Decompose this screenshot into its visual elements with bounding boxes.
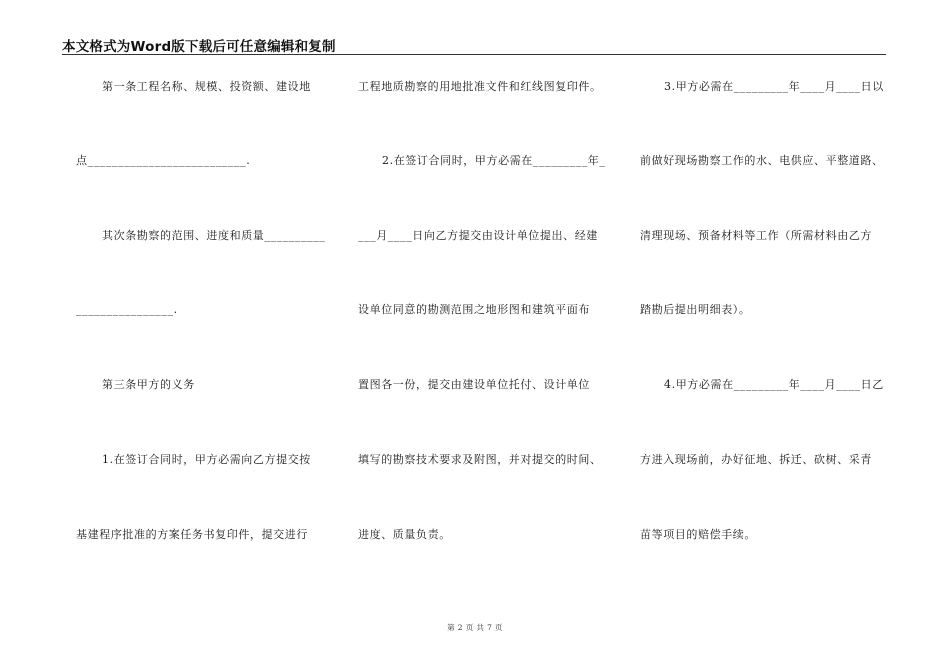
text-line: 基建程序批准的方案任务书复印件，提交进行 — [76, 528, 308, 541]
text-line: 点__________________________. — [76, 154, 251, 167]
text-line: 1.在签订合同时，甲方必需向乙方提交按 — [102, 453, 311, 466]
page-number: 第 2 页 共 7 页 — [447, 623, 503, 632]
text-line: 置图各一份，提交由建设单位托付、设计单位 — [358, 378, 590, 391]
text-line: 填写的勘察技术要求及附图，并对提交的时间、 — [358, 453, 602, 466]
text-line: ________________. — [76, 303, 178, 316]
text-line: 工程地质勘察的用地批准文件和红线图复印件。 — [358, 80, 602, 93]
text-column-2 — [358, 0, 608, 672]
text-line: 4.甲方必需在_________年____月____日乙 — [664, 378, 884, 391]
text-line: 苗等项目的赔偿手续。 — [640, 528, 756, 541]
text-column-3 — [640, 0, 890, 672]
text-line: 第三条甲方的义务 — [102, 378, 195, 391]
text-line: 2.在签订合同时，甲方必需在_________年_ — [382, 154, 606, 167]
text-line: 第一条工程名称、规模、投资额、建设地 — [102, 80, 311, 93]
text-line: 踏勘后提出明细表）。 — [640, 303, 751, 316]
text-line: 清理现场、预备材料等工作（所需材料由乙方 — [640, 229, 872, 242]
text-line: 其次条勘察的范围、进度和质量__________ — [102, 229, 326, 242]
text-column-1 — [76, 0, 326, 672]
text-line: 设单位同意的勘测范围之地形图和建筑平面布 — [358, 303, 590, 316]
header-title: 本文格式为Word版下载后可任意编辑和复制 — [62, 39, 336, 55]
text-line: 3.甲方必需在_________年____月____日以 — [664, 80, 884, 93]
text-line: 进度、质量负责。 — [358, 528, 451, 541]
text-line: ___月____日向乙方提交由设计单位提出、经建 — [358, 229, 598, 242]
text-line: 方进入现场前，办好征地、拆迁、砍树、采青 — [640, 453, 872, 466]
text-line: 前做好现场勘察工作的水、电供应、平整道路、 — [640, 154, 884, 167]
